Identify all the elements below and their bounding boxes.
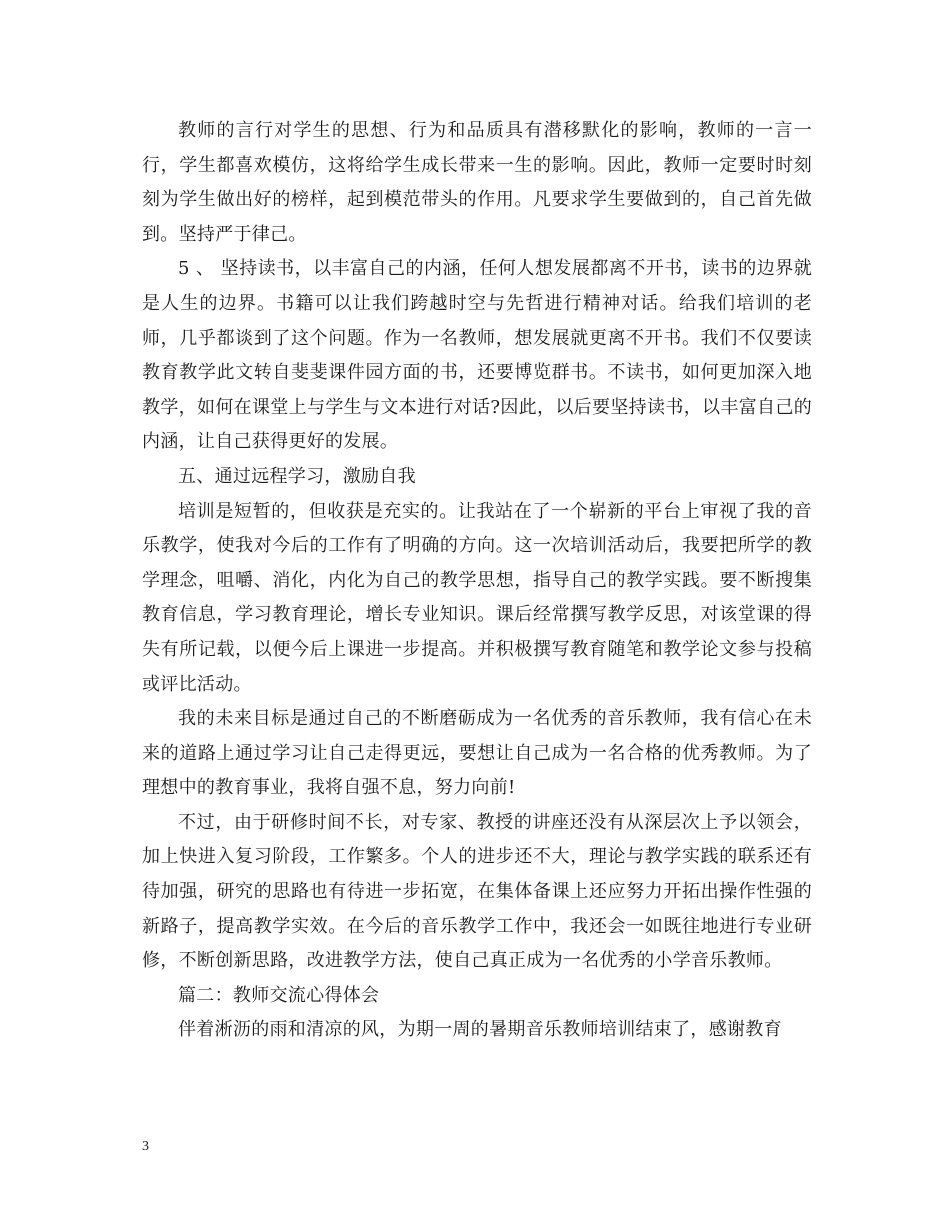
paragraph-shortcomings: 不过，由于研修时间不长，对专家、教授的讲座还没有从深层次上予以领会，加上快进入复习阶段，工作繁多。个人的进步还不大，理论与教学实践的联系还有待加强，研究的思路也有待进一步拓宽，在集体备课上还应努力开拓出操作性强的新路子，提高教学实效。在今后的音乐教学工作中，我还会一如既往地进行专业研修，不断创新思路，改进教学方法，使自己真正成为一名优秀的小学音乐教师。 bbox=[142, 811, 812, 972]
paragraph-part-two-opening: 伴着淅沥的雨和清凉的风，为期一周的暑期音乐教师培训结束了，感谢教育 bbox=[178, 1019, 782, 1041]
paragraph-training-gains: 培训是短暂的，但收获是充实的。让我站在了一个崭新的平台上审视了我的音乐教学，使我对今后的工作有了明确的方向。这一次培训活动后，我要把所学的教学理念，咀嚼、消化，内化为自己的教学思想，指导自己的教学实践。要不断搜集教育信息，学习教育理论，增长专业知识。课后经常撰写教学反思，对该堂课的得失有所记载，以便今后上课进一步提高。并积极撰写教育随笔和教学论文参与投稿或评比活动。 bbox=[142, 500, 812, 695]
paragraph-future-goal: 我的未来目标是通过自己的不断磨砺成为一名优秀的音乐教师，我有信心在未来的道路上通过学习让自己走得更远，要想让自己成为一名合格的优秀教师。为了理想中的教育事业，我将自强不息，努力向前! bbox=[142, 708, 812, 799]
paragraph-role-model: 教师的言行对学生的思想、行为和品质具有潜移默化的影响，教师的一言一行，学生都喜欢模仿，这将给学生成长带来一生的影响。因此，教师一定要时时刻刻为学生做出好的榜样，起到模范带头的作用。凡要求学生要做到的，自己首先做到。坚持严于律己。 bbox=[142, 120, 812, 245]
page-number: 3 bbox=[142, 1139, 149, 1154]
body-text bbox=[142, 114, 812, 1048]
section-heading-remote-learning: 五、通过远程学习，激励自我 bbox=[178, 465, 416, 487]
paragraph-reading: 5 、 坚持读书，以丰富自己的内涵，任何人想发展都离不开书，读书的边界就是人生的边界。书籍可以让我们跨越时空与先哲进行精神对话。给我们培训的老师，几乎都谈到了这个问题。作为一名教师，想发展就更离不开书。我们不仅要读教育教学此文转自斐斐课件园方面的书，还要博览群书。不读书，如何更加深入地教学，如何在课堂上与学生与文本进行对话?因此，以后要坚持读书，以丰富自己的内涵，让自己获得更好的发展。 bbox=[142, 258, 812, 453]
section-heading-part-two: 篇二：教师交流心得体会 bbox=[178, 984, 380, 1006]
